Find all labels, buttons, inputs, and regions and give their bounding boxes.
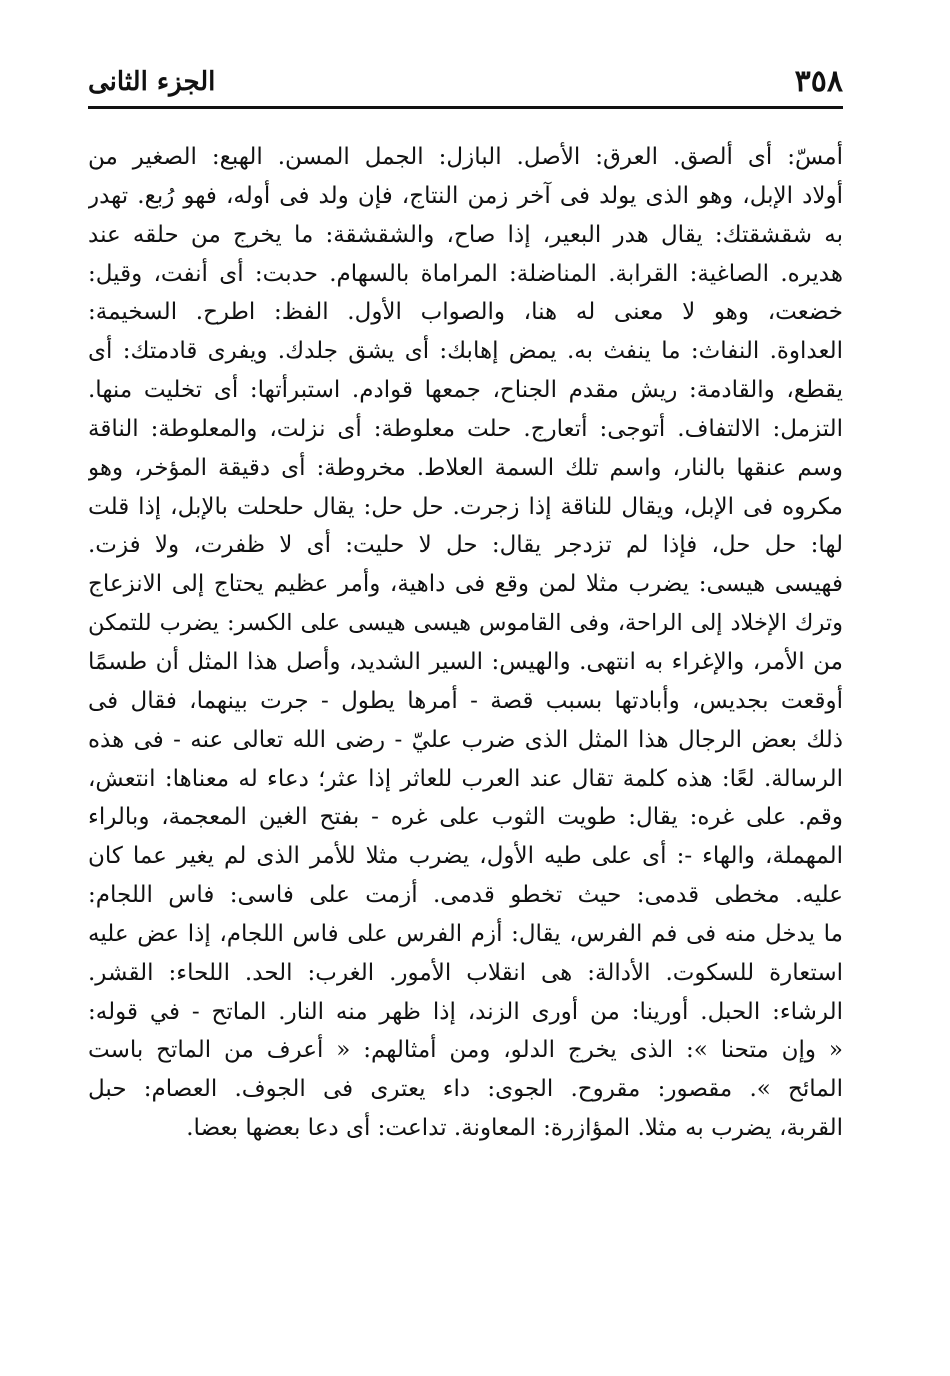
text-line: الرسالة. لعًا: هذه كلمة تقال عند العرب للعاثر إذا عثر؛ دعاء له معناها: انتعش، [88, 765, 843, 792]
text-line: خضعت، وهو لا معنى له هنا، والصواب الأول. الفظ: اطرح. السخيمة: [88, 299, 843, 326]
text-line: من الأمر، والإغراء به انتهى. والهيس: السير الشديد، وأصل هذا المثل أن طسمًا [88, 648, 843, 675]
text-line: « وإن متحنا »: الذى يخرج الدلو، ومن أمثالهم: « أعرف من الماتح باست [88, 1037, 843, 1064]
text-line: فهيسى هيسى: يضرب مثلا لمن وقع فى داهية، وأمر عظيم يحتاج إلى الانزعاج [88, 571, 843, 598]
text-line: العداوة. النفاث: ما ينفث به. يمض إهابك: أى يشق جلدك. ويفرى قادمتك: أى [88, 338, 843, 365]
page-header [88, 62, 843, 106]
text-line: عليه. مخطى قدمى: حيث تخطو قدمى. أزمت على فاسى: فاس اللجام: [88, 882, 843, 909]
text-line: أوقعت بجديس، وأبادتها بسبب قصة - أمرها يطول - جرت بينهما، فقال فى [88, 687, 843, 714]
text-line: يقطع، والقادمة: ريش مقدم الجناح، جمعها قوادم. استبرأتها: أى تخليت منها. [88, 377, 843, 404]
text-line: المهملة، والهاء -: أى على طيه الأول، يضرب مثلا للأمر الذى لم يغير عما كان [88, 843, 843, 870]
text-line: وسم عنقها بالنار، واسم تلك السمة العلاط. مخروطة: أى دقيقة المؤخر، وهو [88, 454, 843, 481]
body-text [88, 138, 843, 1148]
text-line: مكروه فى الإبل، ويقال للناقة إذا زجرت. حل حل: يقال حلحلت بالإبل، إذا قلت [88, 493, 843, 520]
running-title: الجزء الثانى [88, 67, 216, 97]
text-line: القربة، يضرب به مثلا. المؤازرة: المعاونة. تداعت: أى دعا بعضها بعضا. [186, 1115, 843, 1142]
text-line: وقم. على غره: يقال: طويت الثوب على غره - بفتح الغين المعجمة، وبالراء [88, 804, 843, 831]
text-line: وترك الإخلاد إلى الراحة، وفى القاموس هيسى هيسى على الكسر: يضرب للتمكن [88, 610, 843, 637]
header-rule [88, 106, 843, 109]
text-line: التزمل: الالتفاف. أتوجى: أتعارج. حلت معلوطة: أى نزلت، والمعلوطة: الناقة [88, 415, 843, 442]
text-line: لها: حل حل، فإذا لم تزدجر يقال: حل لا حليت: أى لا ظفرت، ولا فزت. [88, 532, 843, 559]
text-line: ما يدخل منه فى فم الفرس، يقال: أزم الفرس على فاس اللجام، إذا عض عليه [88, 920, 843, 947]
text-line: المائح ». مقصور: مقروح. الجوى: داء يعترى فى الجوف. العصام: حبل [88, 1076, 843, 1103]
text-line: ذلك بعض الرجال هذا المثل الذى ضرب عليّ - رضى الله تعالى عنه - فى هذه [88, 726, 843, 753]
text-line: هديره. الصاغية: القرابة. المناضلة: المراماة بالسهام. حدبت: أى أنفت، وقيل: [88, 260, 843, 287]
text-line: استعارة للسكوت. الأدالة: هى انقلاب الأمور. الغرب: الحد. اللحاء: القشر. [88, 959, 843, 986]
page-number: ٣٥٨ [794, 64, 843, 99]
text-line: الرشاء: الحبل. أورينا: من أورى الزند، إذا ظهر منه النار. الماتح - في قوله: [88, 998, 843, 1025]
text-line: أولاد الإبل، وهو الذى يولد فى آخر زمن النتاج، فإن ولد فى أوله، فهو رُبع. تهدر [88, 182, 843, 209]
text-line: أمسّ: أى ألصق. العرق: الأصل. البازل: الجمل المسن. الهبع: الصغير من [88, 144, 843, 170]
text-line: به شقشقتك: يقال هدر البعير، إذا صاح، والشقشقة: ما يخرج من حلقه عند [88, 221, 843, 248]
